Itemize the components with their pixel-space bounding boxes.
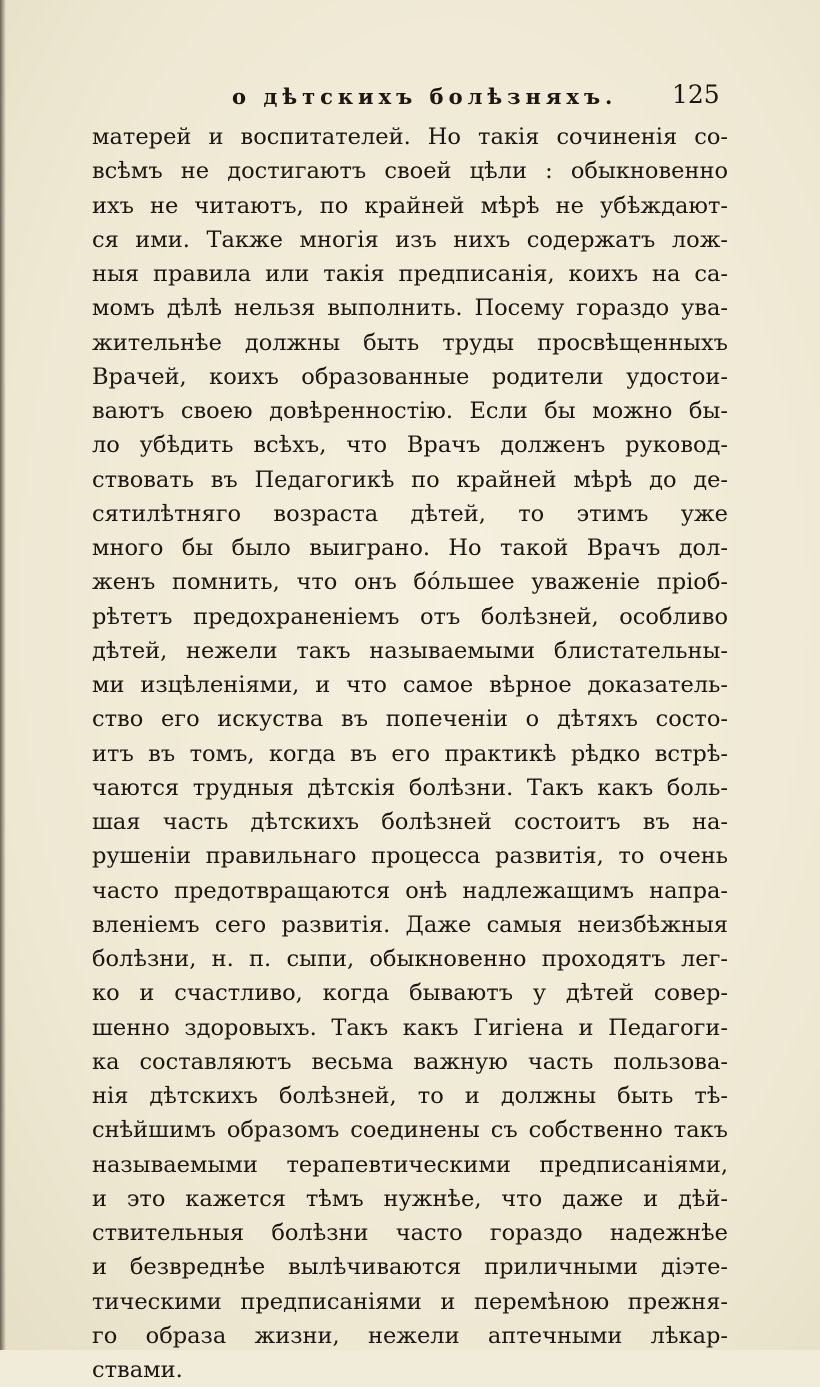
text-line: ныя правила или такія предписанія, коихъ на са- [92, 261, 728, 287]
text-line: снѣйшимъ образомъ соединены съ собственно такъ [92, 1117, 728, 1144]
text-line: всѣмъ не достигаютъ своей цѣли : обыкновенно [92, 158, 728, 185]
text-line: ваютъ своею довѣренностію. Если бы можно бы- [92, 398, 728, 424]
text-line: ство его искуства въ попеченіи о дѣтяхъ состо- [92, 706, 728, 733]
text-line: шенно здоровыхъ. Такъ какъ Гигіена и Педагоги- [92, 1014, 728, 1041]
text-line: тическими предписаніями и перемѣною прежня- [92, 1288, 728, 1315]
text-line: и безвреднѣе вылѣчиваются приличными діэте- [92, 1254, 728, 1281]
text-line: жительнѣе должны быть труды просвѣщенныхъ [92, 329, 728, 356]
text-line: ствительныя болѣзни часто гораздо надежнѣе [92, 1220, 728, 1246]
text-line: нія дѣтскихъ болѣзней, то и должны быть тѣ- [92, 1083, 728, 1109]
text-line: ка составляютъ весьма важную часть пользова- [92, 1048, 728, 1075]
text-line: вленіемъ сего развитія. Даже самыя неизбѣжныя [92, 911, 728, 938]
text-line: дѣтей, нежели такъ называемыми блистательны- [92, 637, 728, 664]
text-line: го образа жизни, нежели аптечными лѣкар- [92, 1322, 728, 1349]
text-line: ся ими. Также многія изъ нихъ содержатъ лож- [92, 226, 728, 253]
running-title: о дѣтскихъ болѣзняхъ. [232, 84, 618, 109]
text-line: ствами. [92, 1357, 183, 1383]
text-line: ствовать въ Педагогикѣ по крайней мѣрѣ до де- [92, 466, 728, 493]
text-line: женъ помнить, что онъ бóльшее уваженіе пріоб- [92, 569, 728, 596]
page-number: 125 [672, 80, 720, 109]
text-line: ко и счастливо, когда бываютъ у дѣтей совер- [92, 980, 728, 1007]
body-text [92, 120, 728, 1387]
page-header [0, 80, 820, 120]
text-line: ло убѣдить всѣхъ, что Врачъ долженъ руковод- [92, 432, 728, 459]
text-line: Врачей, коихъ образованные родители удостои- [92, 363, 728, 390]
text-line: много бы было выиграно. Но такой Врачъ дол- [92, 535, 728, 561]
page-edge-shadow [0, 0, 6, 1350]
text-line: чаются трудныя дѣтскія болѣзни. Такъ какъ боль- [92, 774, 728, 801]
text-line: и это кажется тѣмъ нужнѣе, что даже и дѣй- [92, 1185, 728, 1212]
text-line: болѣзни, н. п. сыпи, обыкновенно проходятъ лег- [92, 946, 728, 972]
text-line: ми изцѣленіями, и что самое вѣрное доказатель- [92, 672, 728, 698]
text-line: называемыми терапевтическими предписаніями, [92, 1151, 728, 1178]
text-line: матерей и воспитателей. Но такія сочиненія со- [92, 124, 728, 150]
text-line: часто предотвращаются онѣ надлежащимъ напра- [92, 877, 728, 904]
text-line: рѣтетъ предохраненіемъ отъ болѣзней, особливо [92, 603, 728, 630]
text-line: момъ дѣлѣ нельзя выполнить. Посему гораздо ува- [92, 295, 728, 322]
text-line: итъ въ томъ, когда въ его практикѣ рѣдко встрѣ- [92, 740, 728, 767]
text-line: ихъ не читаютъ, по крайней мѣрѣ не убѣждают- [92, 192, 728, 219]
text-line: рушеніи правильнаго процесса развитія, то очень [92, 843, 728, 870]
text-line: сятилѣтняго возраста дѣтей, то этимъ уже [92, 500, 728, 527]
text-line: шая часть дѣтскихъ болѣзней состоитъ въ на- [92, 809, 728, 835]
